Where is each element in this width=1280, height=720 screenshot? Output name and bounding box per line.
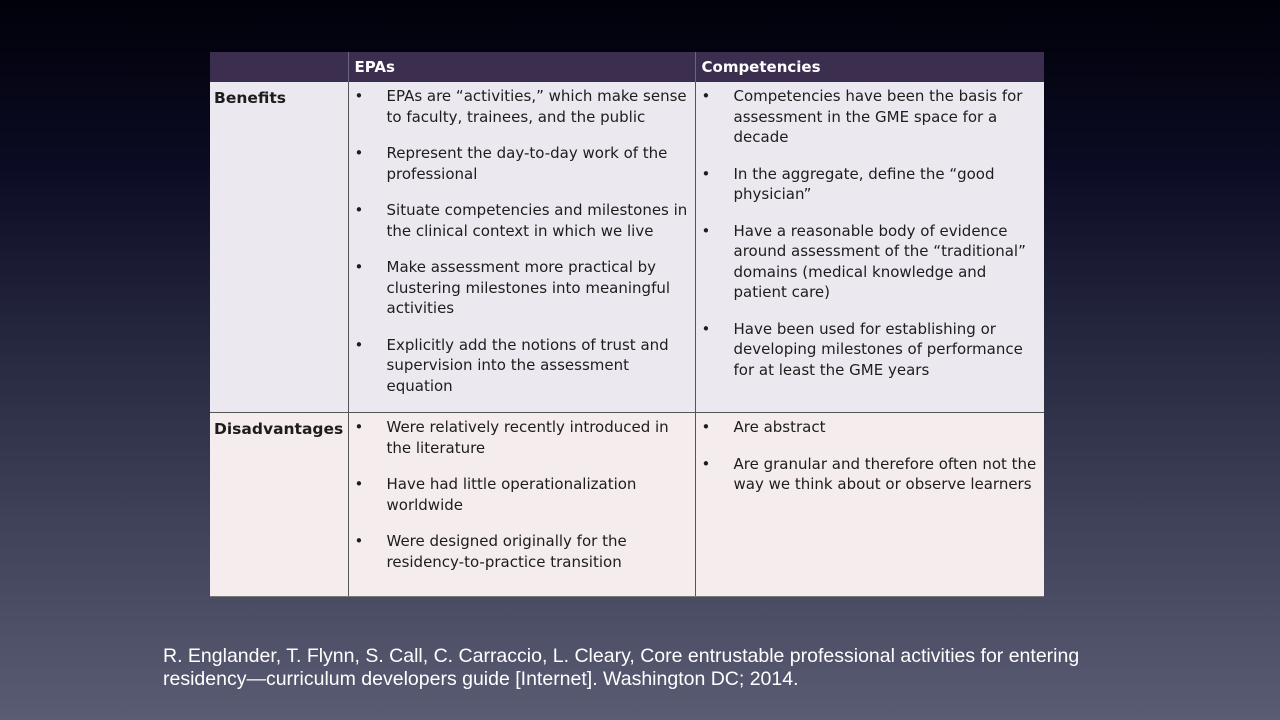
benefits-epas-cell [348,82,695,413]
table-header-row [210,52,1044,82]
list-item: • In the aggregate, define the “good physician” [696,164,1041,205]
epas-vs-competencies-table [210,52,1044,597]
benefits-competencies-list [696,82,1045,380]
citation-text: R. Englander, T. Flynn, S. Call, C. Carraccio, L. Cleary, Core entrustable professional activities for entering residency—curriculum developers guide [Internet]. Washington DC; 2014. [163,645,1080,690]
list-item: • EPAs are “activities,” which make sense to faculty, trainees, and the public [349,86,691,127]
header-competencies: Competencies [695,52,1044,82]
header-blank [210,52,348,82]
table-row-disadvantages [210,413,1044,597]
row-label-benefits: Benefits [210,82,348,413]
list-item: • Are abstract [696,417,1041,438]
header-epas: EPAs [348,52,695,82]
list-item: • Have been used for establishing or developing milestones of performance for at least the GME years [696,319,1041,381]
list-item: • Make assessment more practical by clustering milestones into meaningful activities [349,257,691,319]
disadvantages-competencies-cell [695,413,1044,597]
list-item: • Competencies have been the basis for assessment in the GME space for a decade [696,86,1041,148]
list-item: • Have a reasonable body of evidence around assessment of the “traditional” domains (medical knowledge and patient care) [696,221,1041,303]
disadvantages-competencies-list [696,413,1045,495]
disadvantages-epas-cell [348,413,695,597]
list-item: • Situate competencies and milestones in the clinical context in which we live [349,200,691,241]
comparison-table-image [210,52,1044,592]
list-item: • Were relatively recently introduced in the literature [349,417,691,458]
list-item: • Have had little operationalization worldwide [349,474,691,515]
list-item: • Are granular and therefore often not the way we think about or observe learners [696,454,1041,495]
disadvantages-epas-list [349,413,695,572]
benefits-epas-list [349,82,695,396]
list-item: • Were designed originally for the residency-to-practice transition [349,531,691,572]
row-label-disadvantages: Disadvantages [210,413,348,597]
list-item: • Represent the day-to-day work of the professional [349,143,691,184]
benefits-competencies-cell [695,82,1044,413]
table-row-benefits [210,82,1044,413]
list-item: • Explicitly add the notions of trust and supervision into the assessment equation [349,335,691,397]
